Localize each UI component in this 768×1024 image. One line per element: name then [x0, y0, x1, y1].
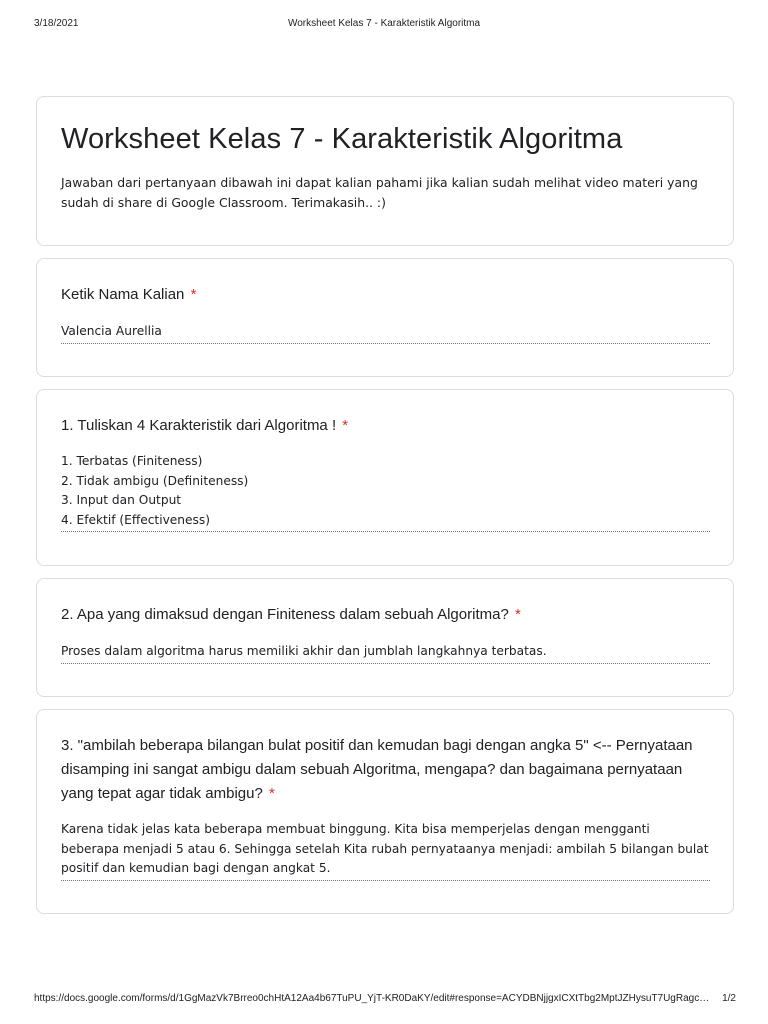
required-asterisk: * [190, 286, 197, 303]
print-header [0, 18, 768, 32]
question-title: 3. "ambilah beberapa bilangan bulat positif dan kemudan bagi dengan angka 5" <-- Pernyataan disamping ini sangat ambigu dalam sebuah Algoritma, mengapa? dan bagaimana pernyataan yang tepat agar tidak ambigu? * [61, 737, 693, 802]
print-document-title: Worksheet Kelas 7 - Karakteristik Algoritma [287, 18, 481, 29]
print-url: https://docs.google.com/forms/d/1GgMazVk7Brreo0chHtA12Aa4b67TuPU_YjT-KR0DaKY/edit#response=ACYDBNjjgxICXtTbg2MptJZHysuT7UgRagc… [34, 993, 710, 1004]
question-title: 2. Apa yang dimaksud dengan Finiteness dalam sebuah Algoritma? * [61, 606, 521, 623]
page-number: 1/2 [722, 993, 736, 1004]
question-title: 1. Tuliskan 4 Karakteristik dari Algoritma ! * [61, 417, 349, 434]
question-title: Ketik Nama Kalian * [61, 286, 197, 303]
answer-field[interactable] [61, 452, 710, 532]
required-asterisk: * [514, 606, 521, 623]
answer-line: Valencia Aurellia [61, 324, 162, 338]
form-header-card [36, 96, 734, 246]
question-card-2 [36, 578, 734, 697]
answer-line: 1. Terbatas (Finiteness) [61, 454, 203, 468]
answer-field[interactable] [61, 322, 710, 344]
answer-field[interactable] [61, 820, 710, 881]
answer-line: 3. Input dan Output [61, 493, 182, 507]
answer-line: 4. Efektif (Effectiveness) [61, 512, 210, 527]
answer-line: Proses dalam algoritma harus memiliki akhir dan jumblah langkahnya terbatas. [61, 644, 547, 658]
question-card-name [36, 258, 734, 377]
print-footer [0, 993, 768, 1007]
question-card-1 [36, 389, 734, 566]
print-date: 3/18/2021 [34, 18, 79, 29]
form-title: Worksheet Kelas 7 - Karakteristik Algoritma [61, 123, 623, 155]
answer-line: Karena tidak jelas kata beberapa membuat binggung. Kita bisa memperjelas dengan mengganti beberapa menjadi 5 atau 6. Sehingga setelah Kita rubah pernyataanya menjadi: ambilah 5 bilangan bulat positif dan kemudian bagi dengan angkat 5. [61, 822, 709, 875]
answer-line: 2. Tidak ambigu (Definiteness) [61, 473, 249, 488]
required-asterisk: * [268, 785, 275, 802]
answer-field[interactable] [61, 642, 710, 664]
question-card-3 [36, 709, 734, 914]
required-asterisk: * [342, 417, 349, 434]
form-description: Jawaban dari pertanyaan dibawah ini dapat kalian pahami jika kalian sudah melihat video materi yang sudah di share di Google Classroom. Terimakasih.. :) [61, 175, 698, 210]
